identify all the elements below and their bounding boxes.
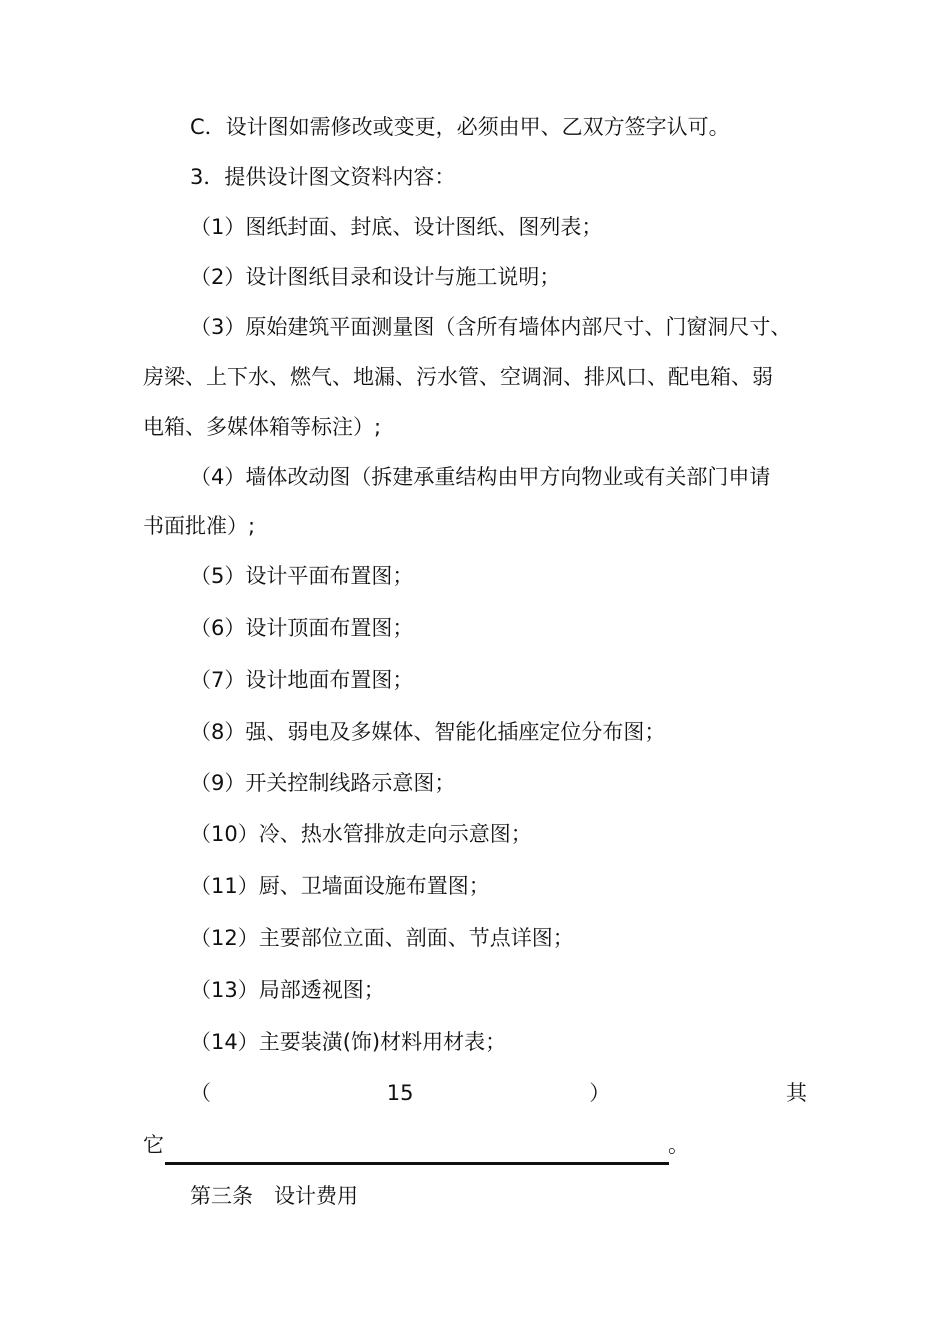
- list-item-11: （11）厨、卫墙面设施布置图；: [190, 874, 490, 898]
- section-heading: 第三条 设计费用: [190, 1184, 358, 1208]
- paragraph-3: 3．提供设计图文资料内容：: [190, 165, 456, 189]
- list-item-3-line-1: （3）原始建筑平面测量图（含所有墙体内部尺寸、门窗洞尺寸、: [190, 315, 792, 339]
- list-item-3-line-2: 房梁、上下水、燃气、地漏、污水管、空调洞、排风口、配电箱、弱: [143, 365, 773, 389]
- item15-open-paren: （: [190, 1081, 211, 1105]
- list-item-6: （6）设计顶面布置图；: [190, 616, 414, 640]
- paragraph-c: C．设计图如需修改或变更，必须由甲、乙双方签字认可。: [190, 115, 730, 139]
- list-item-4-line-1: （4）墙体改动图（拆建承重结构由甲方向物业或有关部门申请: [190, 465, 771, 489]
- list-item-9: （9）开关控制线路示意图；: [190, 771, 456, 795]
- list-item-7: （7）设计地面布置图；: [190, 668, 414, 692]
- list-item-5: （5）设计平面布置图；: [190, 564, 414, 588]
- list-item-15-end-mark: 。: [668, 1133, 689, 1157]
- list-item-4-line-2: 书面批准）;: [143, 514, 256, 538]
- list-item-1: （1）图纸封面、封底、设计图纸、图列表；: [190, 215, 603, 239]
- list-item-13: （13）局部透视图；: [190, 978, 385, 1002]
- list-item-10: （10）冷、热水管排放走向示意图；: [190, 822, 532, 846]
- list-item-15-word-part2: 它: [143, 1133, 164, 1157]
- item15-word-part1: 其: [785, 1081, 807, 1105]
- item15-close-paren: ）: [589, 1081, 611, 1105]
- list-item-12: （12）主要部位立面、剖面、节点详图；: [190, 926, 574, 950]
- item15-number: 15: [386, 1081, 414, 1105]
- list-item-15-line-1: [190, 1078, 807, 1108]
- list-item-3-line-3: 电箱、多媒体箱等标注）;: [143, 415, 382, 439]
- list-item-8: （8）强、弱电及多媒体、智能化插座定位分布图；: [190, 720, 666, 744]
- list-item-2: （2）设计图纸目录和设计与施工说明；: [190, 265, 561, 289]
- list-item-14: （14）主要装潢(饰)材料用材表；: [190, 1030, 507, 1054]
- fill-in-blank-line: [165, 1162, 669, 1165]
